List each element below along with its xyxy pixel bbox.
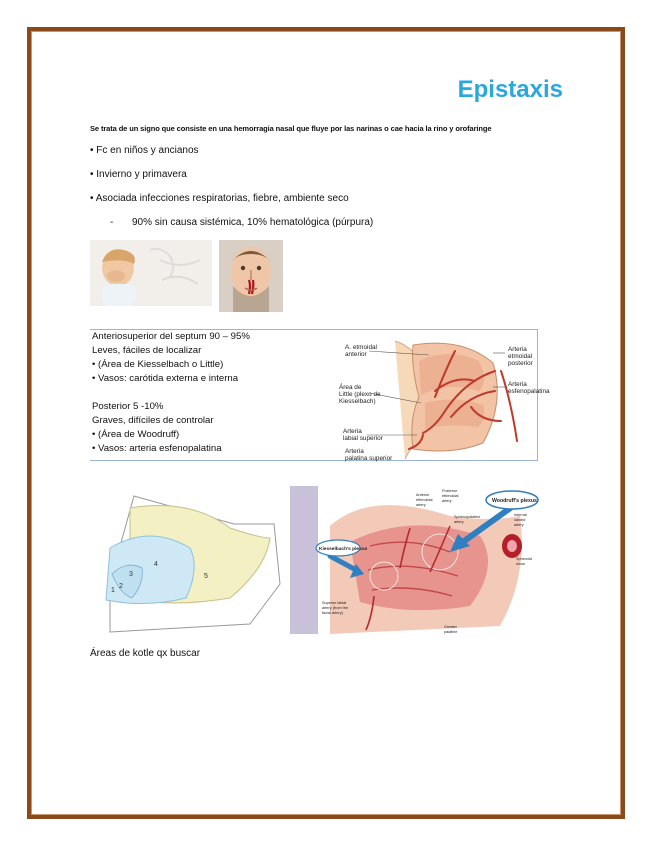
label-greater-palatine: Greater	[444, 625, 457, 629]
label-internal-carotid: artery	[514, 523, 524, 527]
area-label: 1	[111, 587, 115, 594]
label-posterior-ethmoidal: Posterior	[442, 489, 458, 493]
label-little: Little (plexo de	[339, 391, 381, 398]
page-title: Epistaxis	[457, 76, 563, 103]
label-etmoidal-posterior: etmoidal	[508, 353, 533, 360]
label-esfenopalatina: esfenopalatina	[508, 388, 550, 395]
label-sphenoid-sinus: Sphenoid	[516, 557, 533, 561]
label-woodruff: Woodruff's plexus	[492, 498, 537, 504]
sub-bullet	[110, 217, 373, 228]
bullet-item: • Fc en niños y ancianos	[90, 145, 199, 156]
sub-bullet-dash: -	[110, 217, 114, 228]
label-internal-carotid: Internal	[514, 513, 527, 517]
label-etmoidal-posterior: posterior	[508, 360, 533, 367]
bullet-item: • Asociada infecciones respiratorias, fiebre, ambiente seco	[90, 193, 349, 204]
septum-areas-diagram	[90, 488, 286, 634]
box-line: Posterior 5 -10%	[92, 401, 164, 412]
man-photo-art	[219, 240, 283, 312]
box-line: Anteriosuperior del septum 90 – 95%	[92, 331, 250, 342]
box-text	[92, 330, 324, 460]
sub-bullet-text: 90% sin causa sistémica, 10% hematológica (púrpura)	[132, 217, 374, 228]
label-sphenopalatine: Sphenopalatine	[454, 515, 481, 519]
area-label: 5	[204, 573, 208, 580]
label-greater-palatine: palatine	[444, 630, 458, 634]
label-etmoidal-anterior: A. etmoidal	[345, 344, 377, 351]
nasal-arteries-diagram	[325, 331, 550, 462]
label-etmoidal-anterior: anterior	[345, 351, 367, 358]
label-etmoidal-posterior: Arteria	[508, 346, 527, 353]
child-photo	[90, 240, 212, 306]
label-kiesselbach: Kiesselbach's plexus	[319, 547, 368, 552]
plexus-diagram	[290, 486, 541, 634]
label-sphenoid-sinus: sinus	[516, 562, 525, 566]
area-label: 3	[129, 571, 133, 578]
box-line: Leves, fáciles de localizar	[92, 345, 202, 356]
label-superior-labial: facial artery)	[322, 611, 343, 615]
label-anterior-ethmoidal: artery	[416, 503, 426, 507]
box-border-bottom	[90, 460, 538, 461]
intro-text: Se trata de un signo que consiste en una hemorragia nasal que fluye por las narinas o cae hacia la rino y orofaringe	[90, 124, 492, 133]
man-photo	[219, 240, 283, 312]
box-line: • Vasos: carótida externa e interna	[92, 373, 239, 384]
area-label: 4	[154, 561, 158, 568]
label-superior-labial: artery (from the	[322, 606, 348, 610]
label-little: Área de	[339, 384, 362, 391]
label-superior-labial: Superior labial	[322, 601, 347, 605]
box-line: Graves, difíciles de controlar	[92, 415, 214, 426]
label-palatina: palatina superior	[345, 455, 393, 462]
label-little: Kiesselbach)	[339, 398, 376, 405]
box-line: • Vasos: arteria esfenopalatina	[92, 443, 222, 454]
label-posterior-ethmoidal: ethmoidal	[442, 494, 459, 498]
label-labial-superior: Arteria	[343, 428, 362, 435]
box-border-right	[537, 329, 538, 461]
box-line	[92, 386, 324, 400]
area-label: 2	[119, 583, 123, 590]
label-sphenopalatine: artery	[454, 520, 464, 524]
bullet-item: • Invierno y primavera	[90, 169, 187, 180]
label-posterior-ethmoidal: artery	[442, 499, 452, 503]
label-anterior-ethmoidal: ethmoidal	[416, 498, 433, 502]
label-internal-carotid: carotid	[514, 518, 526, 522]
box-line: • (Área de Kiesselbach o Little)	[92, 359, 224, 370]
figure-caption: Áreas de kotle qx buscar	[90, 648, 201, 659]
label-palatina: Arteria	[345, 448, 364, 455]
label-esfenopalatina: Arteria	[508, 381, 527, 388]
box-line: • (Área de Woodruff)	[92, 429, 180, 440]
label-anterior-ethmoidal: Anterior	[416, 493, 430, 497]
label-labial-superior: labial superior	[343, 435, 383, 442]
child-photo-art	[90, 240, 212, 306]
